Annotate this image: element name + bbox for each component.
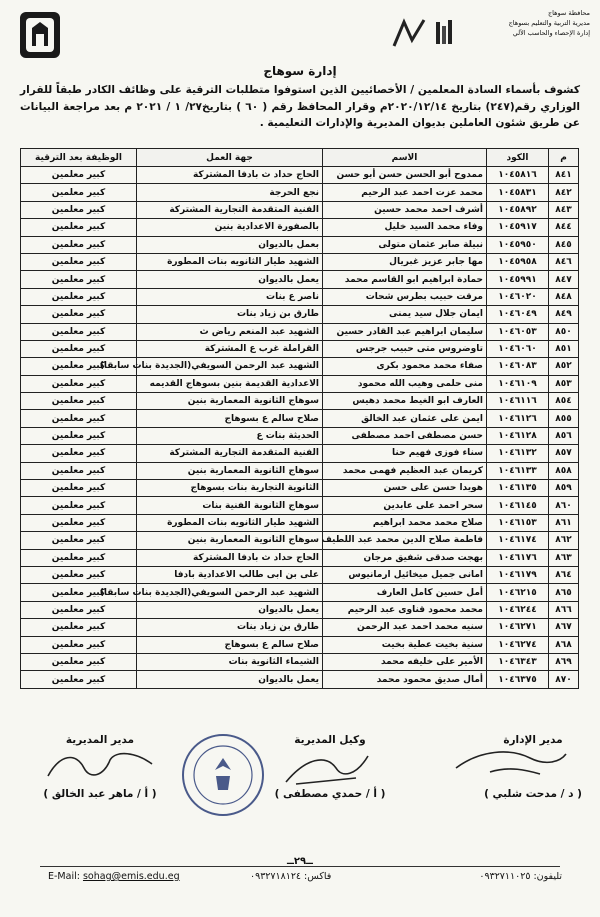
- row-number: ٨٦٢: [549, 532, 579, 549]
- table-body: [21, 167, 579, 689]
- table-row: [21, 619, 579, 636]
- workplace: بعمل بالديوان: [137, 236, 323, 253]
- table-row: [21, 566, 579, 583]
- workplace: القراملة غرب ع المشتركة: [137, 340, 323, 357]
- employee-name: سليمان ابراهيم عبد القادر حسين: [323, 323, 487, 340]
- employee-name: ممدوح أبو الحسن حسن أبو حسن: [323, 167, 487, 184]
- row-number: ٨٤٤: [549, 219, 579, 236]
- job-title: كبير معلمين: [21, 184, 137, 201]
- table-row: [21, 584, 579, 601]
- admin-director-handwritten-signature: [450, 744, 570, 778]
- workplace: سوهاج الثانوية الفنية بنات: [137, 497, 323, 514]
- row-number: ٨٤١: [549, 167, 579, 184]
- workplace: سوهاج الثانوية المعمارية بنين: [137, 462, 323, 479]
- employee-code: ١٠٤٦١٧٤: [487, 532, 549, 549]
- employee-code: ١٠٤٦٢٤٤: [487, 601, 549, 618]
- workplace: الشهيد عبد المنعم رياض ث: [137, 323, 323, 340]
- directorate-logo: [390, 8, 590, 54]
- employee-code: ١٠٤٦١٧٩: [487, 566, 549, 583]
- footer-email: [48, 871, 180, 882]
- table-row: [21, 236, 579, 253]
- employee-name: منى حلمى وهيب الله محمود: [323, 375, 487, 392]
- employee-code: ١٠٤٦٠٨٣: [487, 358, 549, 375]
- job-title: كبير معلمين: [21, 393, 137, 410]
- row-number: ٨٤٦: [549, 253, 579, 270]
- workplace: سوهاج الثانوية المعمارية بنين: [137, 393, 323, 410]
- directorate-line: مديرية التربية والتعليم بسوهاج: [508, 19, 590, 27]
- footer-tel: تليفون: ٠٩٣٢٧١١٠٢٥: [479, 871, 562, 882]
- signature-name: ( أ / ماهر عبد الخالق ): [43, 788, 157, 800]
- employee-name: سناء فوزى فهيم حنا: [323, 445, 487, 462]
- directorate-lines: [468, 8, 590, 38]
- workplace: سوهاج الثانوية المعمارية بنين: [137, 532, 323, 549]
- job-title: كبير معلمين: [21, 219, 137, 236]
- employee-name: نبيلة صابر عثمان متولى: [323, 236, 487, 253]
- employee-code: ١٠٤٥٩٥٨: [487, 253, 549, 270]
- header-code: الكود: [487, 149, 549, 167]
- employee-code: ١٠٤٦٣٤٣: [487, 653, 549, 670]
- table-row: [21, 549, 579, 566]
- employee-name: صفاء محمد محمود بكرى: [323, 358, 487, 375]
- employee-code: ١٠٤٥٨٩٢: [487, 201, 549, 218]
- job-title: كبير معلمين: [21, 288, 137, 305]
- official-stamp-icon: [178, 730, 268, 820]
- workplace: نجع الحرجة: [137, 184, 323, 201]
- row-number: ٨٦٤: [549, 566, 579, 583]
- letterhead: [0, 4, 600, 64]
- row-number: ٨٧٠: [549, 671, 579, 688]
- row-number: ٨٥٨: [549, 462, 579, 479]
- header-number: م: [549, 149, 579, 167]
- header-name: الاسم: [323, 149, 487, 167]
- job-title: كبير معلمين: [21, 340, 137, 357]
- email-link[interactable]: sohag@emis.edu.eg: [82, 871, 180, 882]
- workplace: الشهيد عبد الرحمن السويفي(الجديدة بنات سابقا): [137, 584, 323, 601]
- row-number: ٨٥١: [549, 340, 579, 357]
- employee-name: محمد عزت احمد عبد الرحيم: [323, 184, 487, 201]
- footer-divider: [40, 866, 560, 867]
- table-row: [21, 462, 579, 479]
- table-row: [21, 306, 579, 323]
- employee-code: ١٠٤٦٢٧١: [487, 619, 549, 636]
- job-title: كبير معلمين: [21, 306, 137, 323]
- employee-name: محمد محمود قناوى عبد الرحيم: [323, 601, 487, 618]
- employee-code: ١٠٤٦٣٧٥: [487, 671, 549, 688]
- row-number: ٨٦٥: [549, 584, 579, 601]
- employee-name: ايمن على عثمان عبد الخالق: [323, 410, 487, 427]
- job-title: كبير معلمين: [21, 671, 137, 688]
- administration-title: إدارة سوهاج: [263, 64, 337, 78]
- department-line: إدارة الإحصاء والحاسب الآلي: [512, 29, 590, 37]
- job-title: كبير معلمين: [21, 253, 137, 270]
- employee-code: ١٠٤٦١٣٣: [487, 462, 549, 479]
- employee-code: ١٠٤٦٠٦٠: [487, 340, 549, 357]
- row-number: ٨٦٦: [549, 601, 579, 618]
- workplace: الثانوية التجارية بنات بسوهاج: [137, 480, 323, 497]
- job-title: كبير معلمين: [21, 271, 137, 288]
- employee-code: ١٠٤٦٢٧٤: [487, 636, 549, 653]
- row-number: ٨٦٠: [549, 497, 579, 514]
- row-number: ٨٦١: [549, 514, 579, 531]
- table-row: [21, 410, 579, 427]
- employee-name: سنيه محمد احمد عبد الرحمن: [323, 619, 487, 636]
- footer-fax: فاكس: ٠٩٣٢٧١٨١٢٤: [250, 871, 332, 882]
- table-row: [21, 636, 579, 653]
- employee-code: ١٠٤٦١٢٦: [487, 410, 549, 427]
- table-row: [21, 427, 579, 444]
- job-title: كبير معلمين: [21, 549, 137, 566]
- header-job: الوظيفة بعد الترقية: [21, 149, 137, 167]
- table-row: [21, 480, 579, 497]
- workplace: بالصفورة الاعدادية بنين: [137, 219, 323, 236]
- job-title: كبير معلمين: [21, 619, 137, 636]
- job-title: كبير معلمين: [21, 358, 137, 375]
- page-number: ــ٢٩ــ: [287, 856, 313, 867]
- employee-name: أشرف احمد محمد حسين: [323, 201, 487, 218]
- signature-role: مدير الإدارة: [503, 734, 563, 746]
- employee-name: هويدا حسن على حسن: [323, 480, 487, 497]
- row-number: ٨٥٣: [549, 375, 579, 392]
- workplace: يعمل بالديوان: [137, 671, 323, 688]
- header-workplace: جهة العمل: [137, 149, 323, 167]
- workplace: الحاج حداد ث بادفا المشتركة: [137, 167, 323, 184]
- signature-name: ( د / مدحت شلبي ): [484, 788, 582, 800]
- table-row: [21, 514, 579, 531]
- employee-code: ١٠٤٦١٣٥: [487, 480, 549, 497]
- job-title: كبير معلمين: [21, 167, 137, 184]
- employee-code: ١٠٤٥٨١٦: [487, 167, 549, 184]
- table-row: [21, 601, 579, 618]
- workplace: الفنية المتقدمة التجارية المشتركة: [137, 201, 323, 218]
- table-row: [21, 201, 579, 218]
- email-label: E-Mail:: [48, 871, 80, 882]
- employee-code: ١٠٤٦١٧٦: [487, 549, 549, 566]
- table-row: [21, 375, 579, 392]
- signature-name: ( أ / حمدي مصطفى ): [274, 788, 386, 800]
- table-row: [21, 393, 579, 410]
- employee-code: ١٠٤٦١٥٣: [487, 514, 549, 531]
- row-number: ٨٤٧: [549, 271, 579, 288]
- employee-code: ١٠٤٦٠٢٠: [487, 288, 549, 305]
- employee-name: حمادة ابراهيم ابو القاسم محمد: [323, 271, 487, 288]
- row-number: ٨٥٧: [549, 445, 579, 462]
- table-row: [21, 167, 579, 184]
- deputy-handwritten-signature: [276, 748, 376, 788]
- workplace: الحاج حداد ث بادفا المشتركة: [137, 549, 323, 566]
- row-number: ٨٤٣: [549, 201, 579, 218]
- employee-name: امانى جميل ميخائيل ارمانيوس: [323, 566, 487, 583]
- job-title: كبير معلمين: [21, 653, 137, 670]
- table-row: [21, 532, 579, 549]
- workplace: طارق بن زياد بنات: [137, 619, 323, 636]
- employee-code: ١٠٤٦٢١٥: [487, 584, 549, 601]
- job-title: كبير معلمين: [21, 636, 137, 653]
- employee-name: وفاء محمد السيد خليل: [323, 219, 487, 236]
- row-number: ٨٥٥: [549, 410, 579, 427]
- employee-code: ١٠٤٥٨٣١: [487, 184, 549, 201]
- signature-role: مدير المديرية: [65, 734, 135, 746]
- governorate-line: محافظة سوهاج: [547, 9, 590, 17]
- job-title: كبير معلمين: [21, 427, 137, 444]
- employee-name: تاوضروس متى حبيب جرجس: [323, 340, 487, 357]
- job-title: كبير معلمين: [21, 584, 137, 601]
- job-title: كبير معلمين: [21, 323, 137, 340]
- employee-name: أمال صديق محمود محمد: [323, 671, 487, 688]
- intro-paragraph: كشوف بأسماء السادة المعلمين / الأخصائيين الذين استوفوا متطلبات الترقية على وظائف الكادر طبقاً للقرار الوزاري رقم(٢٤٧) بتاريخ ٢٠٢٠/١٢/١٤م وقرار المحافظ رقم ( ٦٠ ) بتاريخ٢٧/ ١ / ٢٠٢١ م بعد مراجعة البيانات عن طريق شئون العاملين بديوان المديرية والإدارات التعليمية .: [20, 84, 580, 129]
- row-number: ٨٤٥: [549, 236, 579, 253]
- job-title: كبير معلمين: [21, 514, 137, 531]
- workplace: يعمل بالديوان: [137, 271, 323, 288]
- employee-code: ١٠٤٦١٢٨: [487, 427, 549, 444]
- workplace: الشيماء الثانوية بنات: [137, 653, 323, 670]
- employee-name: سحر احمد على عابدين: [323, 497, 487, 514]
- table-row: [21, 253, 579, 270]
- employee-name: بهجت صدقى شفيق مرجان: [323, 549, 487, 566]
- table-row: [21, 288, 579, 305]
- director-handwritten-signature: [40, 746, 160, 786]
- row-number: ٨٥٠: [549, 323, 579, 340]
- workplace: صلاح سالم ع بسوهاج: [137, 410, 323, 427]
- emis-logo-icon: [390, 16, 458, 50]
- employee-name: الأمير على خليفه محمد: [323, 653, 487, 670]
- promotion-table: [20, 148, 579, 689]
- employee-code: ١٠٤٦٠٥٣: [487, 323, 549, 340]
- workplace: ناصر ع بنات: [137, 288, 323, 305]
- row-number: ٨٥٦: [549, 427, 579, 444]
- employee-name: أمل حسين كامل العارف: [323, 584, 487, 601]
- employee-name: سنية بخيت عطية بخيت: [323, 636, 487, 653]
- workplace: الحديثة بنات ع: [137, 427, 323, 444]
- job-title: كبير معلمين: [21, 566, 137, 583]
- row-number: ٨٥٩: [549, 480, 579, 497]
- workplace: على بن ابى طالب الاعدادية بادفا: [137, 566, 323, 583]
- table-row: [21, 219, 579, 236]
- workplace: صلاح سالم ع بسوهاج: [137, 636, 323, 653]
- employee-code: ١٠٤٦٠٤٩: [487, 306, 549, 323]
- table-header-row: [21, 149, 579, 167]
- workplace: الشهيد عبد الرحمن السويفي(الجديدة بنات سابقا): [137, 358, 323, 375]
- employee-name: مها جابر عزيز غبريال: [323, 253, 487, 270]
- signature-role: وكيل المديرية: [294, 734, 366, 746]
- job-title: كبير معلمين: [21, 480, 137, 497]
- table-row: [21, 358, 579, 375]
- employee-name: صلاح محمد محمد ابراهيم: [323, 514, 487, 531]
- table-row: [21, 497, 579, 514]
- job-title: كبير معلمين: [21, 236, 137, 253]
- job-title: كبير معلمين: [21, 410, 137, 427]
- table-row: [21, 653, 579, 670]
- table-row: [21, 184, 579, 201]
- job-title: كبير معلمين: [21, 497, 137, 514]
- workplace: طارق بن زياد بنات: [137, 306, 323, 323]
- employee-code: ١٠٤٦١٠٩: [487, 375, 549, 392]
- employee-name: كريمان عبد العظيم فهمى محمد: [323, 462, 487, 479]
- employee-name: مرقت حبيب بطرس شحات: [323, 288, 487, 305]
- employee-code: ١٠٤٦١١٦: [487, 393, 549, 410]
- row-number: ٨٦٣: [549, 549, 579, 566]
- workplace: الفنية المتقدمة التجارية المشتركة: [137, 445, 323, 462]
- row-number: ٨٥٤: [549, 393, 579, 410]
- row-number: ٨٥٢: [549, 358, 579, 375]
- row-number: ٨٦٧: [549, 619, 579, 636]
- table-row: [21, 671, 579, 688]
- employee-code: ١٠٤٥٩١٧: [487, 219, 549, 236]
- job-title: كبير معلمين: [21, 201, 137, 218]
- job-title: كبير معلمين: [21, 375, 137, 392]
- workplace: يعمل بالديوان: [137, 601, 323, 618]
- workplace: الشهيد طيار الثانويه بنات المطورة: [137, 253, 323, 270]
- workplace: الشهيد طيار الثانويه بنات المطورة: [137, 514, 323, 531]
- employee-name: حسن مصطفى احمد مصطفى: [323, 427, 487, 444]
- table-row: [21, 323, 579, 340]
- job-title: كبير معلمين: [21, 445, 137, 462]
- ministry-logo-icon: [18, 10, 62, 60]
- employee-name: ايمان جلال سيد يمنى: [323, 306, 487, 323]
- table-row: [21, 340, 579, 357]
- job-title: كبير معلمين: [21, 462, 137, 479]
- row-number: ٨٦٨: [549, 636, 579, 653]
- table-row: [21, 271, 579, 288]
- row-number: ٨٦٩: [549, 653, 579, 670]
- employee-name: العارف ابو الغيط محمد دهيس: [323, 393, 487, 410]
- job-title: كبير معلمين: [21, 601, 137, 618]
- employee-code: ١٠٤٦١٣٢: [487, 445, 549, 462]
- employee-code: ١٠٤٥٩٩١: [487, 271, 549, 288]
- row-number: ٨٤٩: [549, 306, 579, 323]
- job-title: كبير معلمين: [21, 532, 137, 549]
- employee-code: ١٠٤٥٩٥٠: [487, 236, 549, 253]
- workplace: الاعدادية القديمة بنين بسوهاج القديمه: [137, 375, 323, 392]
- row-number: ٨٤٢: [549, 184, 579, 201]
- employee-name: فاطمة صلاح الدين محمد عبد اللطيف: [323, 532, 487, 549]
- table-row: [21, 445, 579, 462]
- row-number: ٨٤٨: [549, 288, 579, 305]
- employee-code: ١٠٤٦١٤٥: [487, 497, 549, 514]
